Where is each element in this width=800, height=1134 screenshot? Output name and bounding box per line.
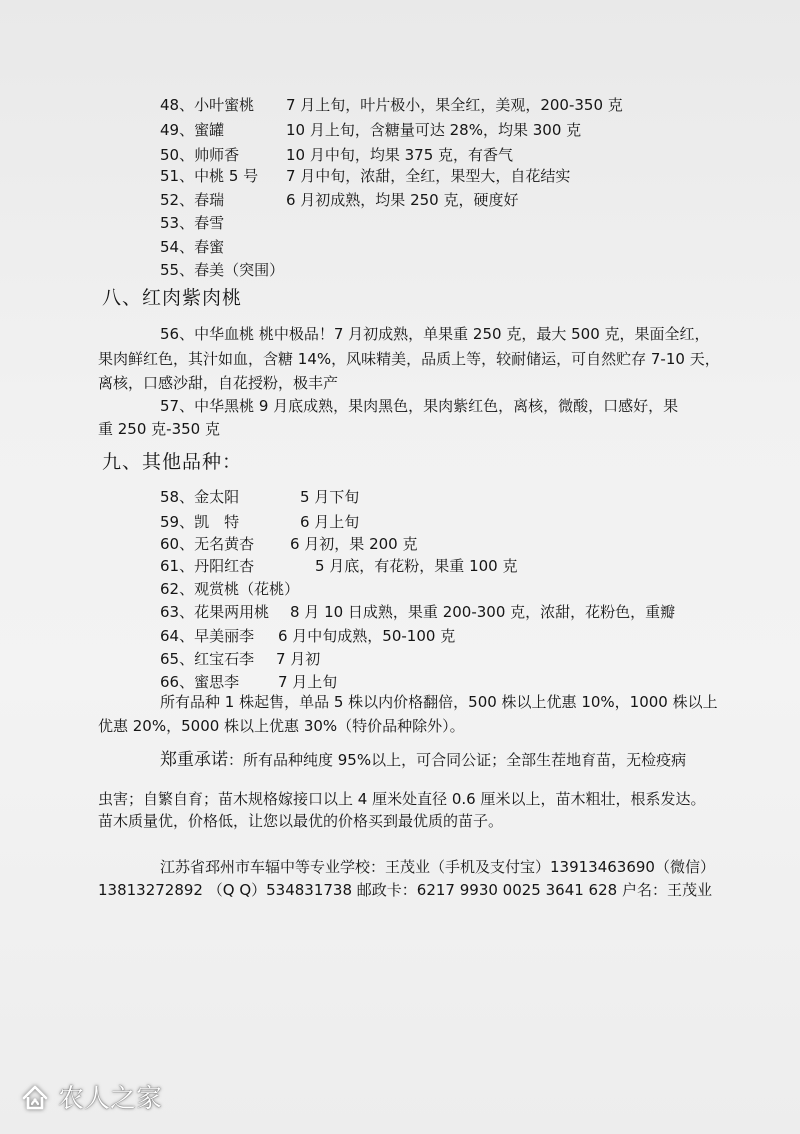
sec9-list-item xyxy=(160,672,338,692)
variety-name: 61、丹阳红杏 xyxy=(160,557,255,575)
sec9-list-item xyxy=(160,487,360,507)
section-8-heading: 八、红肉紫肉桃 xyxy=(102,287,243,309)
sec9-list-item xyxy=(160,556,518,576)
contact-line-2: 13813272892 （Q Q）534831738 邮政卡：6217 9930 0025 3641 628 户名：王茂业 xyxy=(98,881,712,899)
variety-name: 62、观赏桃（花桃） xyxy=(160,580,300,598)
sec7-list-item xyxy=(160,166,571,186)
watermark xyxy=(18,1078,162,1115)
sec7-list-item xyxy=(160,260,284,280)
promise-title: 郑重承诺 xyxy=(160,750,228,770)
variety-name: 51、中桃 5 号 xyxy=(160,167,259,185)
sec7-list-item xyxy=(160,237,224,257)
promise-line-2: 虫害；自繁自育；苗木规格嫁接口以上 4 厘米处直径 0.6 厘米以上，苗木粗壮，根系发达。 xyxy=(98,790,706,808)
watermark-text: 农人之家 xyxy=(58,1084,163,1114)
variety-name: 64、早美丽李 xyxy=(160,627,255,645)
variety-description: 10 月中旬，均果 375 克，有香气 xyxy=(286,146,514,164)
item-57-line-2: 重 250 克-350 克 xyxy=(98,420,220,438)
variety-name: 65、红宝石李 xyxy=(160,650,255,668)
variety-description: 7 月上旬 xyxy=(278,673,338,691)
variety-description: 6 月初成熟，均果 250 克，硬度好 xyxy=(286,191,519,209)
variety-name: 58、金太阳 xyxy=(160,488,240,506)
variety-name: 53、春雪 xyxy=(160,214,225,232)
promise-line-3: 苗木质量优，价格低，让您以最优的价格买到最优质的苗子。 xyxy=(98,812,504,830)
contact-line-1: 江苏省邳州市车辐中等专业学校：王茂业（手机及支付宝）13913463690（微信） xyxy=(160,858,715,876)
variety-description: 7 月上旬，叶片极小，果全红，美观，200-350 克 xyxy=(286,96,623,114)
pricing-line-2: 优惠 20%，5000 株以上优惠 30%（特价品种除外）。 xyxy=(98,717,465,735)
variety-description: 5 月下旬 xyxy=(300,488,360,506)
item-57-line-1: 57、中华黑桃 9 月底成熟，果肉黑色，果肉紫红色，离核，微酸，口感好，果 xyxy=(160,397,679,415)
variety-description: 7 月中旬，浓甜，全红，果型大，自花结实 xyxy=(286,167,571,185)
sec7-list-item xyxy=(160,95,623,115)
section-9-heading: 九、其他品种： xyxy=(102,451,243,473)
sec9-list-item xyxy=(160,626,456,646)
item-56-line-2: 果肉鲜红色，其汁如血，含糖 14%，风味精美，品质上等，较耐储运，可自然贮存 7-10 天， xyxy=(98,350,720,368)
promise-text-1: ：所有品种纯度 95%以上，可合同公证；全部生茬地育苗，无检疫病 xyxy=(228,751,687,769)
farm-logo-icon xyxy=(18,1080,52,1114)
sec9-list-item xyxy=(160,512,360,532)
sec9-list-item xyxy=(160,534,418,554)
sec7-list-item xyxy=(160,145,514,165)
variety-name: 50、帅师香 xyxy=(160,146,240,164)
variety-name: 48、小叶蜜桃 xyxy=(160,96,255,114)
variety-name: 52、春瑞 xyxy=(160,191,225,209)
sec9-list-item xyxy=(160,649,321,669)
variety-description: 5 月底，有花粉，果重 100 克 xyxy=(315,557,518,575)
item-56-line-1: 56、中华血桃 桃中极品！7 月初成熟，单果重 250 克，最大 500 克，果面全红， xyxy=(160,325,710,343)
variety-description: 7 月初 xyxy=(276,650,321,668)
sec7-list-item xyxy=(160,190,519,210)
variety-name: 54、春蜜 xyxy=(160,238,225,256)
variety-name: 60、无名黄杏 xyxy=(160,535,255,553)
sec9-list-item xyxy=(160,602,676,622)
variety-name: 66、蜜思李 xyxy=(160,673,240,691)
sec7-list-item xyxy=(160,213,224,233)
variety-description: 6 月中旬成熟，50-100 克 xyxy=(278,627,456,645)
item-56-line-3: 离核，口感沙甜，自花授粉，极丰产 xyxy=(98,374,339,392)
variety-name: 55、春美（突围） xyxy=(160,261,285,279)
variety-description: 8 月 10 日成熟，果重 200-300 克，浓甜，花粉色，重瓣 xyxy=(290,603,676,621)
sec9-list-item xyxy=(160,579,299,599)
variety-name: 59、凯 特 xyxy=(160,513,240,531)
variety-description: 6 月上旬 xyxy=(300,513,360,531)
pricing-line-1: 所有品种 1 株起售，单品 5 株以内价格翻倍，500 株以上优惠 10%，1000 株以上 xyxy=(160,693,718,711)
sec7-list-item xyxy=(160,120,582,140)
variety-name: 63、花果两用桃 xyxy=(160,603,270,621)
promise-line-1 xyxy=(160,750,686,770)
variety-name: 49、蜜罐 xyxy=(160,121,225,139)
variety-description: 6 月初，果 200 克 xyxy=(290,535,418,553)
variety-description: 10 月上旬，含糖量可达 28%，均果 300 克 xyxy=(286,121,582,139)
